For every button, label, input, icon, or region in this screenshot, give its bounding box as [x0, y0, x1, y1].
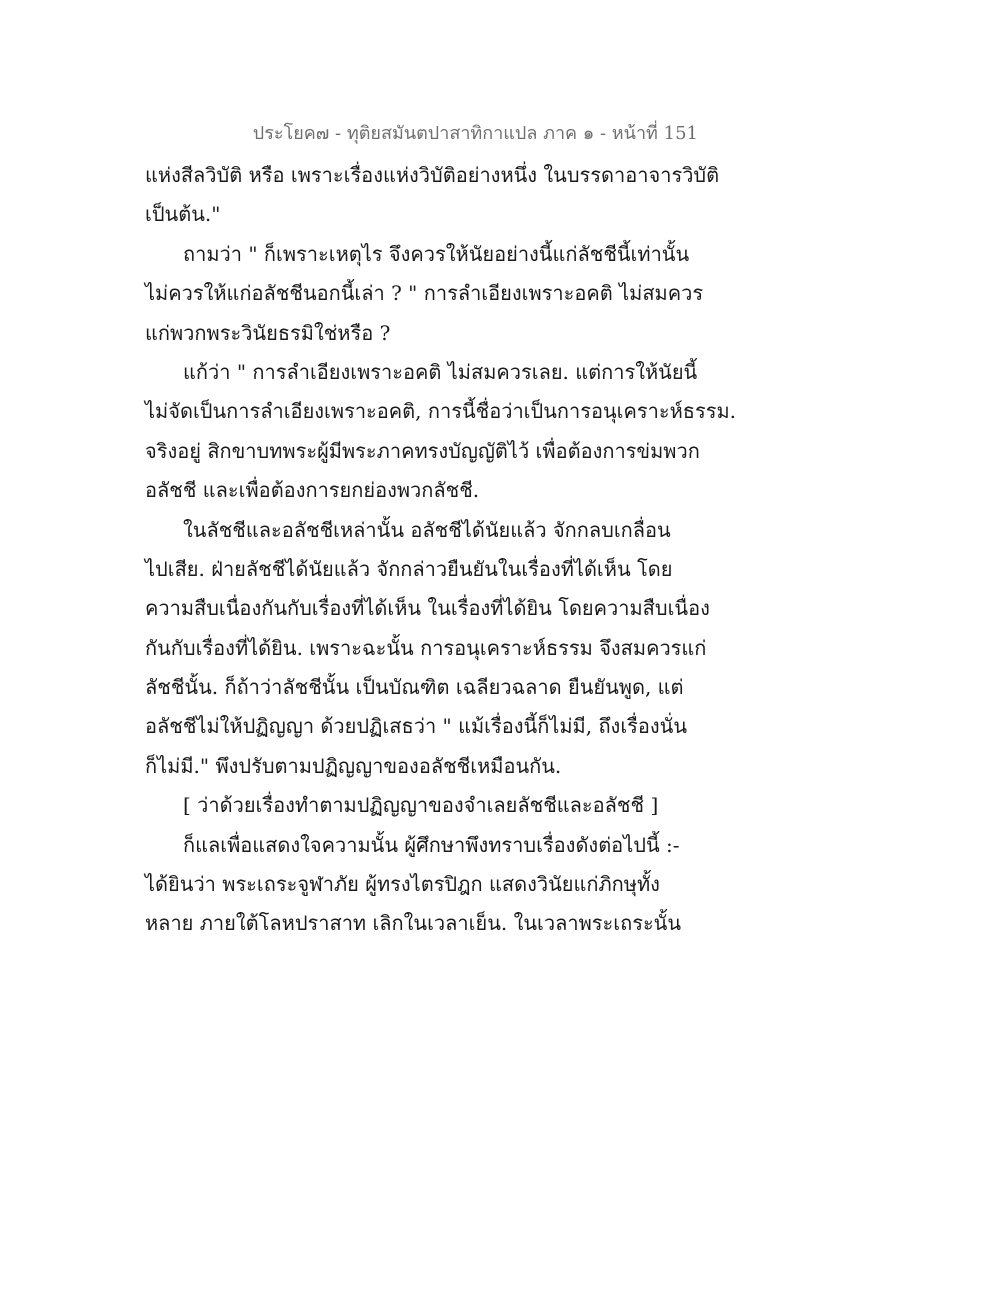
- text-line: จริงอยู่ สิกขาบทพระผู้มีพระภาคทรงบัญญัติไว้ เพื่อต้องการข่มพวก: [145, 438, 700, 463]
- text-line: อลัชชีไม่ให้ปฏิญญา ด้วยปฏิเสธว่า " แม้เรื่องนี้ก็ไม่มี, ถึงเรื่องนั่น: [145, 714, 688, 739]
- text-line: ได้ยินว่า พระเถระจูฬาภัย ผู้ทรงไตรปิฎก แสดงวินัยแก่ภิกษุทั้ง: [145, 872, 660, 897]
- text-line: เป็นต้น.": [145, 202, 221, 227]
- body-text: [145, 156, 736, 944]
- text-line: ถามว่า " ก็เพราะเหตุไร จึงควรให้นัยอย่างนี้แก่ลัชชีนี้เท่านั้น: [183, 241, 690, 266]
- text-line: ไม่ควรให้แก่อลัชชีนอกนี้เล่า ? " การลำเอียงเพราะอคติ ไม่สมควร: [145, 281, 704, 306]
- text-line: แห่งสีลวิบัติ หรือ เพราะเรื่องแห่งวิบัติอย่างหนึ่ง ในบรรดาอาจารวิบัติ: [145, 163, 720, 187]
- text-line: ก็แลเพื่อแสดงใจความนั้น ผู้ศึกษาพึงทราบเรื่องดังต่อไปนี้ :-: [183, 832, 680, 857]
- text-line: ในลัชชีและอลัชชีเหล่านั้น อลัชชีได้นัยแล้ว จักกลบเกลื่อน: [183, 517, 671, 542]
- running-header: ประโยค๗ - ทุติยสมันตปาสาทิกาแปล ภาค ๑ - หน้าที่ 151: [252, 123, 698, 144]
- text-line: ลัชชีนั้น. ก็ถ้าว่าลัชชีนั้น เป็นบัณฑิต เฉลียวฉลาด ยืนยันพูด, แต่: [145, 675, 684, 700]
- text-line: หลาย ภายใต้โลหปราสาท เลิกในเวลาเย็น. ในเวลาพระเถระนั้น: [145, 911, 682, 936]
- text-line: อลัชชี และเพื่อต้องการยกย่องพวกลัชชี.: [145, 478, 480, 503]
- section-heading: [ ว่าด้วยเรื่องทำตามปฏิญญาของจำเลยลัชชีและอลัชชี ]: [183, 793, 659, 818]
- text-line: ก็ไม่มี." พึงปรับตามปฏิญญาของอลัชชีเหมือนกัน.: [145, 753, 562, 778]
- text-line: ความสืบเนื่องกันกับเรื่องที่ได้เห็น ในเรื่องที่ได้ยิน โดยความสืบเนื่อง: [145, 596, 710, 621]
- text-line: แก้ว่า " การลำเอียงเพราะอคติ ไม่สมควรเลย. แต่การให้นัยนี้: [183, 359, 698, 384]
- text-line: แก่พวกพระวินัยธรมิใช่หรือ ?: [145, 320, 391, 345]
- text-line: กันกับเรื่องที่ได้ยิน. เพราะฉะนั้น การอนุเคราะห์ธรรม จึงสมควรแก่: [145, 635, 707, 660]
- text-line: ไปเสีย. ฝ่ายลัชชีได้นัยแล้ว จักกล่าวยืนยันในเรื่องที่ได้เห็น โดย: [145, 556, 673, 581]
- text-line: ไม่จัดเป็นการลำเอียงเพราะอคติ, การนี้ชื่อว่าเป็นการอนุเคราะห์ธรรม.: [145, 399, 736, 424]
